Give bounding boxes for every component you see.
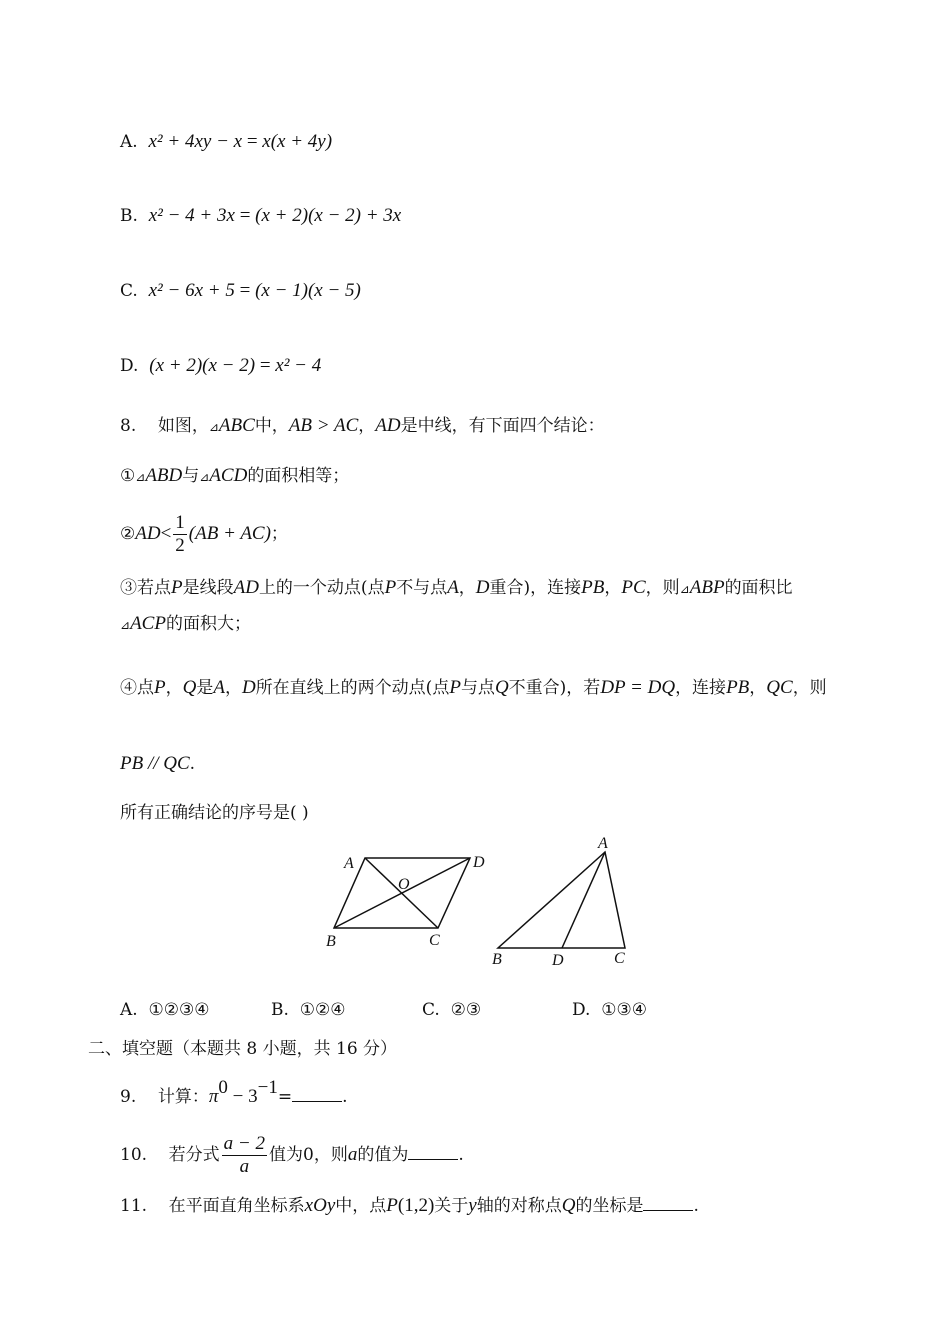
fig2-label-b: B: [492, 951, 502, 968]
q7-option-a: A. x² + 4xy − x = x(x + 4y): [120, 131, 333, 152]
q7-option-c: C. x² − 6x + 5 = (x − 1)(x − 5): [120, 280, 361, 301]
q7-option-d: D. (x + 2)(x − 2) = x² − 4: [120, 355, 322, 376]
fig1-label-b: B: [326, 933, 336, 950]
fig2-label-d: D: [552, 952, 564, 969]
q9: 9. 计算：$\pi^0 - 3^{-1}=$ .: [120, 1077, 348, 1107]
q8-option-a: A. ①②③④: [120, 1000, 210, 1020]
triangle-symbol-icon: ⊿: [679, 582, 690, 596]
parallelogram-figure: [334, 858, 470, 928]
q8-conclusion-3: ③若点P是线段AD上的一个动点(点P不与点A，D重合)，连接PB，PC，则⊿ABP的面积比: [120, 577, 793, 598]
diagonal-bd: [334, 858, 470, 928]
fig2-label-a: A: [598, 835, 608, 852]
fig1-label-o: O: [398, 876, 410, 893]
fig2-label-c: C: [614, 950, 625, 967]
triangle-symbol-icon: ⊿: [135, 470, 146, 484]
q8-option-b: B. ①②④: [271, 1000, 346, 1020]
fig1-label-a: A: [344, 855, 354, 872]
median-ad: [562, 852, 605, 948]
q8-figures: [320, 832, 640, 972]
triangle-figure: [498, 852, 625, 948]
q8-option-c: C. ②③: [422, 1000, 482, 1020]
q11: 11. 在平面直角坐标系xOy中，点P(1,2)关于y轴的对称点Q的坐标是 .: [120, 1195, 699, 1216]
answer-blank[interactable]: [643, 1194, 693, 1211]
q8-conclusion-4: ④点P，Q是A，D所在直线上的两个动点(点P与点Q不重合)，若DP = DQ，连接PB，QC，则: [120, 677, 827, 698]
q8-ask: 所有正确结论的序号是( ): [120, 803, 309, 823]
fraction-one-half: $\frac{1}{2}$: [175, 512, 185, 556]
triangle-symbol-icon: ⊿: [120, 618, 131, 632]
triangle-symbol-icon: ⊿: [199, 470, 210, 484]
q8-stem: 8. 如图，⊿ABC中，AB > AC，AD是中线，有下面四个结论：: [120, 415, 605, 436]
q7-option-b: B. x² − 4 + 3x = (x + 2)(x − 2) + 3x: [120, 205, 402, 226]
fig1-label-c: C: [429, 932, 440, 949]
fraction-a-minus-2-over-a: $\frac{a - 2}{a}$: [223, 1133, 265, 1177]
fig1-label-d: D: [473, 854, 485, 871]
answer-blank[interactable]: [408, 1143, 458, 1160]
answer-blank[interactable]: [292, 1085, 342, 1102]
triangle-abc: [498, 852, 625, 948]
section-2-title: 二、填空题（本题共 8 小题，共 16 分）: [88, 1039, 398, 1059]
q8-conclusion-3-cont: ⊿ACP的面积大；: [120, 613, 251, 634]
q8-conclusion-2: ②AD< $\frac{1}{2}$ (AB + AC)；: [120, 512, 288, 556]
q8-option-d: D. ①③④: [572, 1000, 647, 1020]
q8-conclusion-1: ①⊿ABD与⊿ACD的面积相等；: [120, 465, 350, 486]
q8-conclusion-4-cont: PB // QC.: [120, 753, 196, 774]
q10: 10. 若分式 $\frac{a - 2}{a}$ 值为0，则a的值为 .: [120, 1133, 464, 1177]
triangle-symbol-icon: ⊿: [208, 420, 219, 434]
